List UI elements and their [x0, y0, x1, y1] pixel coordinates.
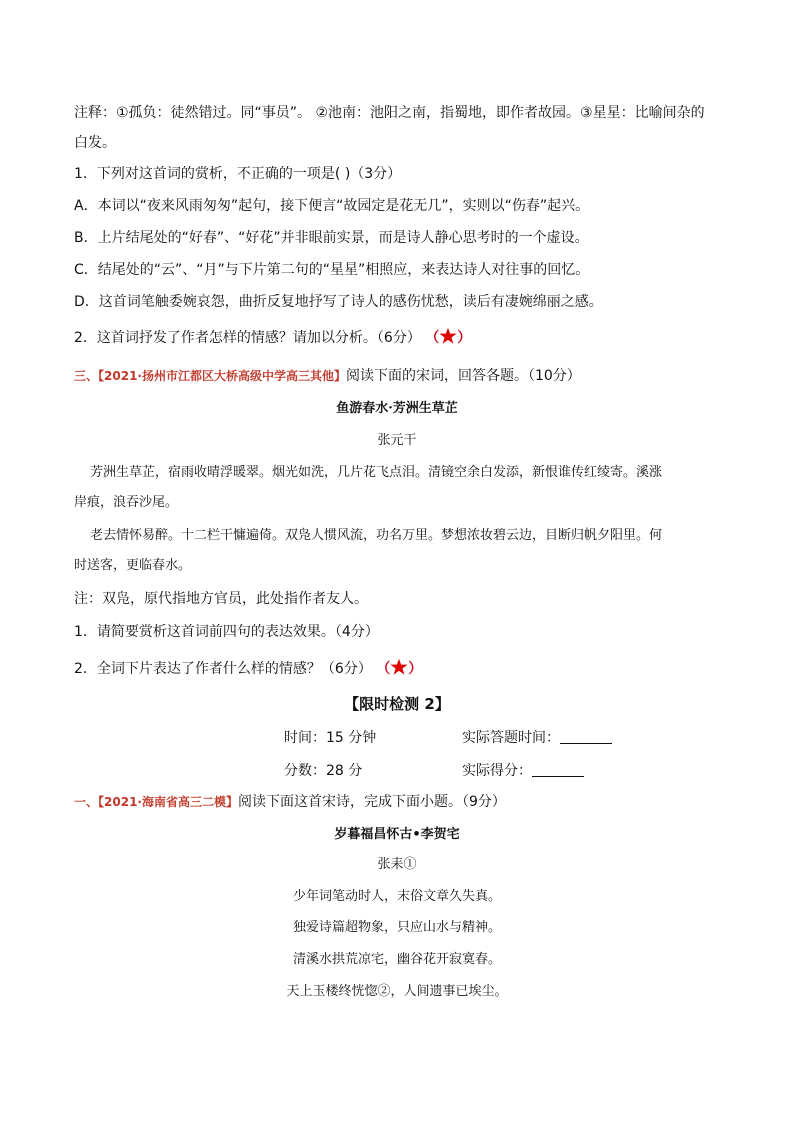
- poem-para-2-line-2: 时送客，更临春水。: [74, 558, 192, 573]
- star-open-paren-2: （: [376, 661, 391, 677]
- actual-score-blank[interactable]: [532, 762, 584, 777]
- poem-line: 天上玉楼终恍惚②，人间遗事已埃尘。: [286, 984, 508, 999]
- star-icon: [390, 658, 408, 676]
- star-close-paren-2: ）: [408, 661, 423, 677]
- star-open-paren: （: [425, 330, 440, 346]
- actual-score-row: [462, 761, 662, 781]
- poem-title-2: 岁暮福昌怀古•李贺宅: [334, 827, 460, 842]
- question-1: 1．下列对这首词的赏析，不正确的一项是( )（3分）: [74, 166, 402, 182]
- poem-line: 少年词笔动时人，末俗文章久失真。: [292, 889, 501, 904]
- actual-time-row: [462, 728, 662, 748]
- time-label: 时间：15 分钟: [284, 730, 377, 746]
- poem-line: 清溪水拱荒凉宅，幽谷花开寂寞春。: [292, 952, 501, 967]
- option-c: C．结尾处的“云”、“月”与下片第二句的“星星”相照应，来表达诗人对往事的回忆。: [74, 262, 590, 278]
- section-3-note: 注：双凫，原代指地方官员，此处指作者友人。: [74, 591, 368, 607]
- actual-time-blank[interactable]: [560, 729, 612, 744]
- section-3-question-1: 1．请简要赏析这首词前四句的表达效果。（4分）: [74, 624, 379, 640]
- section-1b-prefix: 一、: [74, 795, 99, 809]
- section-1b-instruction: 阅读下面这首宋诗，完成下面小题。（9分）: [237, 794, 506, 810]
- question-2-row: [74, 327, 734, 348]
- question-2: 2．这首词抒发了作者怎样的情感？请加以分析。（6分）: [74, 330, 421, 346]
- section-3-question-2: 2．全词下片表达了作者什么样的情感？（6分）: [74, 661, 372, 677]
- section-3-question-2-row: [74, 658, 734, 679]
- section-3-header: [74, 366, 734, 386]
- section-3-prefix: 三、: [74, 369, 99, 383]
- actual-score-label: 实际得分：: [462, 763, 532, 779]
- star-icon: [439, 327, 457, 345]
- score-label: 分数：28 分: [284, 763, 363, 779]
- poem-para-1-line-1: 芳洲生草芷，宿雨收晴浮暖翠。烟光如洗，几片花飞点泪。清镜空余白发添，新恨谁传红绫寄。溪涨: [90, 465, 663, 480]
- option-b: B．上片结尾处的“好春”、“好花”并非眼前实景，而是诗人静心思考时的一个虚设。: [74, 230, 589, 246]
- star-close-paren: ）: [457, 330, 472, 346]
- section-1b-header: [74, 792, 734, 812]
- section-1b-source: 【2021·海南省高三二模】: [98, 795, 238, 809]
- poem-author-1: 张元干: [377, 433, 417, 448]
- poem-para-2-line-1: 老去情怀易醉。十二栏干慵遍倚。双凫人惯风流，功名万里。梦想浓妆碧云边，目断归帆夕阳里。何: [90, 528, 663, 543]
- note-line-1: 注释：①孤负：徒然错过。同“事员”。 ②池南：池阳之南，指蜀地，即作者故园。③星星：比喻间杂的: [74, 105, 705, 121]
- poem-para-1-line-2: 岸痕，浪吞沙尾。: [74, 495, 179, 510]
- poem-title-1: 鱼游春水·芳洲生草芷: [336, 401, 458, 416]
- actual-time-label: 实际答题时间：: [462, 730, 560, 746]
- test-2-heading: 【限时检测 2】: [344, 695, 450, 713]
- option-d: D．这首词笔触委婉哀怨，曲折反复地抒写了诗人的感伤忧愁，读后有凄婉绵丽之感。: [74, 294, 603, 310]
- poem-line: 独爱诗篇超物象，只应山水与精神。: [292, 920, 501, 935]
- poem-author-2: 张耒①: [377, 857, 417, 872]
- section-3-instruction: 阅读下面的宋词，回答各题。（10分）: [345, 368, 581, 384]
- note-line-2: 白发。: [74, 135, 116, 151]
- option-a: A．本词以“夜来风雨匆匆”起句，接下便言“故园定是花无几”，实则以“伤春”起兴。: [74, 198, 590, 214]
- section-3-source: 【2021·扬州市江都区大桥高级中学高三其他】: [98, 369, 346, 383]
